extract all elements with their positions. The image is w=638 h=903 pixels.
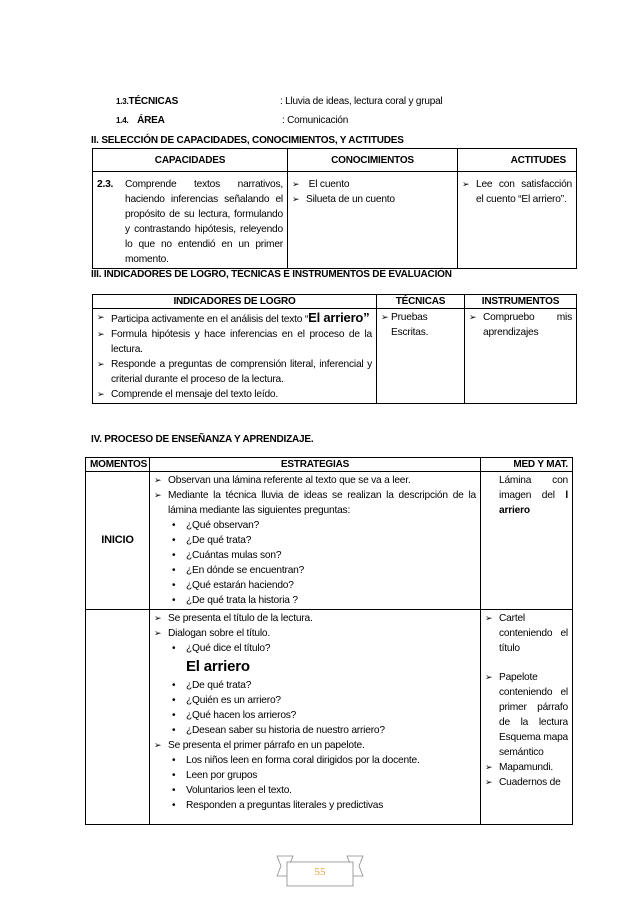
estrategia-item: ➢ Se presenta el primer párrafo en un papelote. [154, 738, 476, 753]
tecnicas-num: 1.3. [116, 97, 129, 106]
header-med-mat: MED Y MAT. [481, 458, 573, 472]
conocimiento-text: El cuento [308, 179, 350, 190]
indicador-item: ➢ Comprende el mensaje del texto leído. [97, 387, 372, 402]
capacidad-num: 2.3. [97, 179, 114, 190]
conocimiento-item [292, 192, 453, 207]
header-indicadores: INDICADORES DE LOGRO [93, 295, 377, 309]
indicador-item: ➢ Responde a preguntas de comprensión literal, inferencial y criterial durante el proceso de la lectura. [97, 357, 372, 387]
reading-title: El arriero [186, 658, 250, 675]
actitudes-cell [458, 172, 577, 269]
section-3-heading: III. INDICADORES DE LOGRO, TÉCNICAS E INSTRUMENTOS DE EVALUACIÓN [91, 269, 452, 280]
estrategia-item: ➢ Se presenta el título de la lectura. [154, 611, 476, 626]
med-inicio-b: l arriero [499, 490, 568, 516]
section-2-heading: II. SELECCIÓN DE CAPACIDADES, CONOCIMIENTOS, Y ACTITUDES [91, 135, 404, 146]
pregunta-item: • ¿De qué trata la historia ? [154, 593, 476, 608]
pregunta-item: • Responden a preguntas literales y predictivas [154, 798, 476, 813]
indicador-title: El arriero” [308, 310, 370, 325]
area-num: 1.4. [116, 116, 129, 125]
tecnicas-cell [377, 309, 465, 404]
momento-empty [86, 610, 150, 825]
tecnicas-line [116, 96, 178, 107]
tecnicas-label: TÉCNICAS [128, 96, 179, 107]
indicadores-table [92, 294, 577, 404]
conocimiento-text: Silueta de un cuento [306, 194, 395, 205]
instrumentos-cell [465, 309, 577, 404]
estrategia-item: ➢ Observan una lámina referente al texto que se va a leer. [154, 473, 476, 488]
header-momentos: MOMENTOS [86, 458, 150, 472]
area-label: ÁREA [137, 115, 165, 126]
estrategias-desarrollo-cell [150, 610, 481, 825]
capacidad-text: Comprende textos narrativos, haciendo inferencias señalando el propósito de su lectura, formulando y contrastando hipótesis, releyendo lo que no entendió en un primer momento. [125, 179, 283, 265]
indicador-text: Participa activamente en el análisis del texto “ [111, 314, 309, 325]
pregunta-item: • ¿Quién es un arriero? [154, 693, 476, 708]
section-4-heading: IV. PROCESO DE ENSEÑANZA Y APRENDIZAJE. [91, 434, 314, 445]
area-line [116, 115, 165, 126]
pregunta-item: • Voluntarios leen el texto. [154, 783, 476, 798]
header-capacidades: CAPACIDADES [93, 149, 288, 172]
momento-inicio: INICIO [86, 472, 150, 610]
header-instrumentos: INSTRUMENTOS [465, 295, 577, 309]
med-item: ➢ Cuadernos de [485, 775, 568, 790]
area-value: : Comunicación [282, 115, 349, 126]
pregunta-item: • Leen por grupos [154, 768, 476, 783]
tecnicas-value: : Lluvia de ideas, lectura coral y grupal [280, 96, 443, 107]
med-item: ➢ Mapamundi. [485, 760, 568, 775]
page-number-banner [275, 852, 365, 890]
conocimiento-item [292, 177, 453, 192]
med-desarrollo-cell [481, 610, 573, 825]
pregunta-item: • ¿Qué dice el título? [154, 641, 476, 656]
med-inicio-a: Lámina con imagen del [499, 475, 568, 501]
instrumento-item: ➢ Compruebo mis aprendizajes [469, 310, 572, 340]
pregunta-item: • Los niños leen en forma coral dirigidos por la docente. [154, 753, 476, 768]
pregunta-item: • ¿De qué trata? [154, 533, 476, 548]
actitud-item: ➢ Lee con satisfacción el cuento “El arriero”. [462, 177, 572, 207]
med-inicio-cell [481, 472, 573, 610]
pregunta-item: • ¿Qué estarán haciendo? [154, 578, 476, 593]
header-estrategias: ESTRATEGIAS [150, 458, 481, 472]
header-conocimientos: CONOCIMIENTOS [288, 149, 458, 172]
pregunta-item: • ¿Qué observan? [154, 518, 476, 533]
estrategias-inicio-cell [150, 472, 481, 610]
indicador-item [97, 310, 372, 327]
tecnica-item: ➢ Pruebas Escritas. [381, 310, 460, 340]
med-item: ➢ Cartel conteniendo el título [485, 611, 568, 656]
med-item: ➢ Papelote conteniendo el primer párrafo de la lectura Esquema mapa semántico [485, 670, 568, 760]
conocimientos-cell [288, 172, 458, 269]
estrategia-item: ➢ Mediante la técnica lluvia de ideas se realizan la descripción de la lámina mediante las siguientes preguntas: [154, 488, 476, 518]
estrategia-item: ➢ Dialogan sobre el título. [154, 626, 476, 641]
proceso-table [85, 457, 573, 825]
pregunta-item: • ¿Cuántas mulas son? [154, 548, 476, 563]
pregunta-item: • ¿Desean saber su historia de nuestro arriero? [154, 723, 476, 738]
pregunta-item: • ¿Qué hacen los arrieros? [154, 708, 476, 723]
capacidad-cell [93, 172, 288, 269]
page-number: 55 [314, 866, 326, 878]
header-tecnicas: TÉCNICAS [377, 295, 465, 309]
med-inicio-text [499, 473, 568, 518]
pregunta-item: • ¿En dónde se encuentran? [154, 563, 476, 578]
header-actitudes: ACTITUDES [458, 149, 577, 172]
pregunta-item: • ¿De qué trata? [154, 678, 476, 693]
indicador-item: ➢ Formula hipótesis y hace inferencias en el proceso de la lectura. [97, 327, 372, 357]
indicadores-cell [93, 309, 377, 404]
capacidades-table [92, 148, 577, 269]
